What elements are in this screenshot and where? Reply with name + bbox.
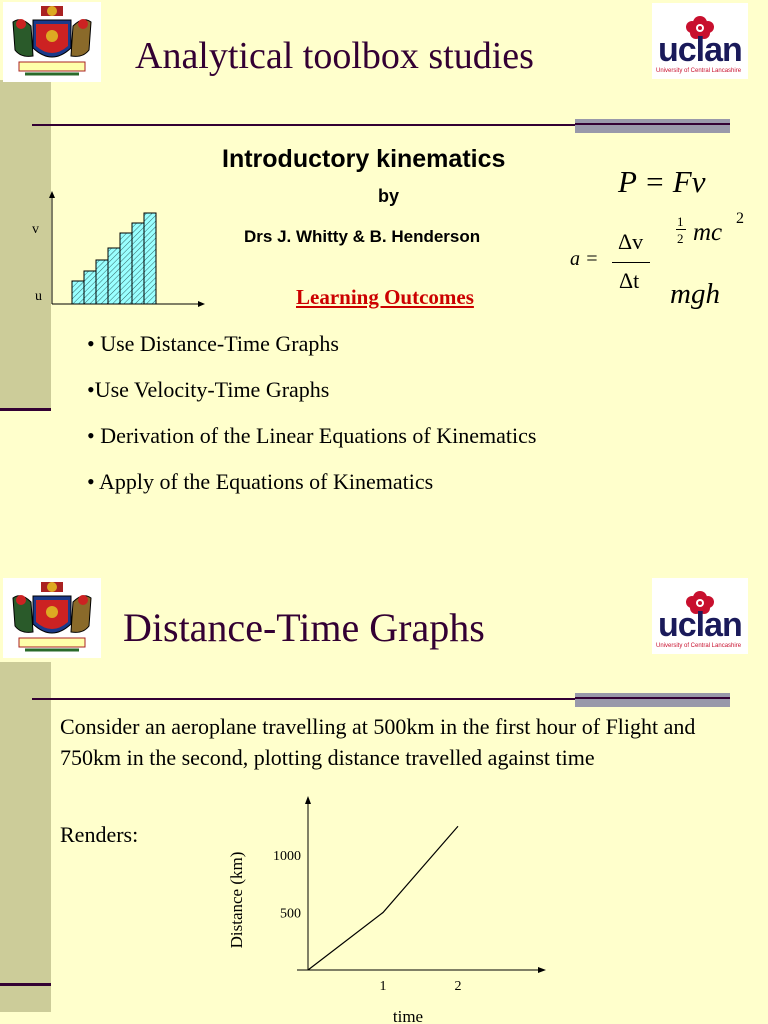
half-denominator: 2 (677, 231, 684, 246)
slide1-sidebar-rule (0, 408, 51, 411)
outcome-bullet: • Use Distance-Time Graphs (87, 331, 339, 356)
chart-y-axis-label: Distance (km) (227, 851, 246, 949)
outcome-bullet: •Use Velocity-Time Graphs (87, 377, 330, 402)
university-crest-logo (3, 578, 101, 658)
slide1-grey-rule (575, 123, 730, 125)
outcome-bullet: • Derivation of the Linear Equations of Kinematics (87, 423, 537, 448)
power-equation: P = Fv (618, 164, 706, 199)
slide2-grey-rule (575, 697, 730, 699)
kinetic-exponent: 2 (736, 210, 744, 227)
chart-x-tick-label: 1 (379, 979, 387, 994)
uclan-wordmark: uclan (658, 606, 742, 644)
slide2-sidebar-rule (0, 983, 51, 986)
slide1-title-rule (32, 124, 582, 126)
by-label: by (378, 186, 400, 206)
renders-label: Renders: (60, 822, 139, 847)
slide-2 (0, 512, 768, 1024)
chart-x-axis-label: time (392, 1007, 424, 1024)
accel-fraction-bar (612, 262, 650, 263)
graph-v-label: v (32, 222, 39, 237)
chart-x-axis-arrow (538, 967, 546, 973)
learning-outcomes-heading: Learning Outcomes (296, 285, 474, 309)
staircase-bar (120, 233, 132, 304)
accel-lhs: a = (570, 248, 599, 270)
kinetic-energy-term: mc (693, 219, 723, 246)
uclan-wordmark: uclan (658, 31, 742, 69)
university-crest-logo (3, 2, 101, 82)
uclan-logo (652, 3, 748, 79)
slide1-subtitle: Introductory kinematics (222, 145, 506, 173)
chart-y-tick-label: 500 (280, 906, 301, 922)
staircase-bar (132, 223, 144, 304)
slide2-grey-bar (575, 693, 730, 707)
slide1-grey-bar (575, 119, 730, 133)
velocity-staircase-graph (30, 188, 210, 313)
chart-series-line (308, 826, 458, 970)
chart-y-axis-arrow (305, 796, 311, 804)
slide2-sidebar (0, 662, 51, 1012)
graph-u-label: u (35, 289, 42, 304)
slide2-title-rule (32, 698, 582, 700)
authors: Drs J. Whitty & B. Henderson (244, 227, 481, 246)
chart-x-tick-label: 2 (454, 979, 462, 994)
slide2-body-text: Consider an aeroplane travelling at 500km in the first hour of Flight and 750km in the second, plotting distance travelled against time (60, 714, 696, 770)
uclan-subtext: University of Central Lancashire (656, 643, 742, 649)
outcome-bullet: • Apply of the Equations of Kinematics (87, 469, 434, 494)
staircase-bar (72, 281, 84, 304)
uclan-logo (652, 578, 748, 654)
potential-energy-term: mgh (670, 278, 720, 310)
half-fraction-bar (676, 229, 686, 230)
slide1-title: Analytical toolbox studies (135, 35, 534, 77)
slide2-title: Distance-Time Graphs (123, 605, 485, 650)
staircase-bar (84, 271, 96, 304)
accel-denominator: Δt (619, 268, 640, 293)
accel-numerator: Δv (618, 229, 644, 254)
half-numerator: 1 (677, 214, 684, 229)
staircase-bar (96, 260, 108, 304)
staircase-bar (144, 213, 156, 304)
chart-y-tick-label: 1000 (273, 849, 301, 864)
uclan-subtext: University of Central Lancashire (656, 68, 742, 74)
staircase-bar (108, 248, 120, 304)
distance-time-chart (215, 792, 560, 1024)
